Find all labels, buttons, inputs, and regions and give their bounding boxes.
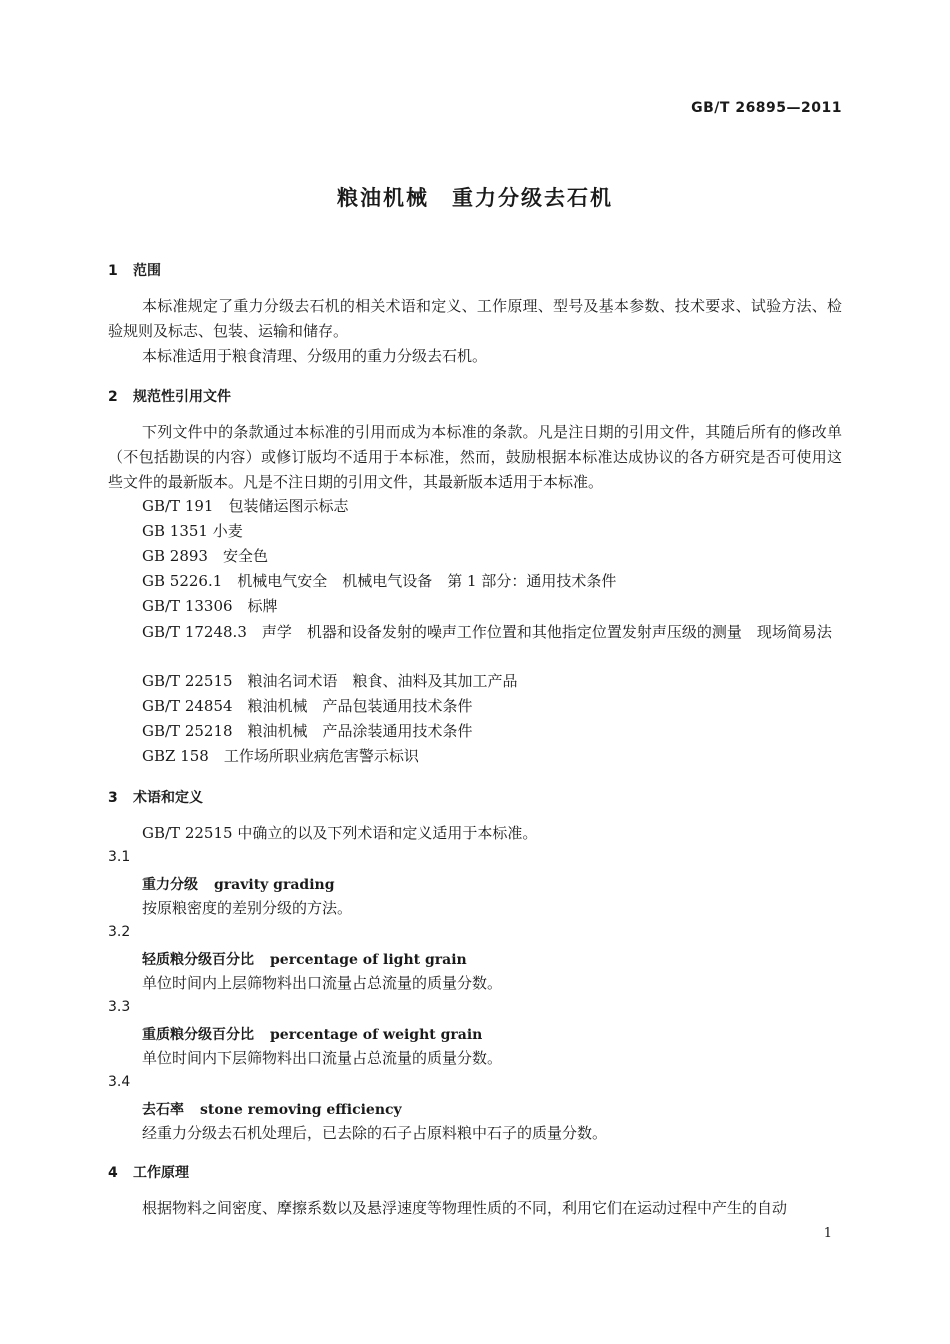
section-1-heading (108, 260, 161, 280)
term-definition: 按原粮密度的差别分级的方法。 (142, 899, 353, 917)
reference-item: GB/T 17248.3 声学 机器和设备发射的噪声工作位置和其他指定位置发射声压级的测量 现场简易法 (142, 623, 832, 641)
section-title: 术语和定义 (133, 790, 203, 806)
reference-item: GB 5226.1 机械电气安全 机械电气设备 第 1 部分：通用技术条件 (142, 572, 617, 590)
term-title-zh: 轻质粮分级百分比 (142, 952, 254, 968)
term-title-en: stone removing efficiency (200, 1102, 402, 1118)
reference-item: GB/T 191 包装储运图示标志 (142, 497, 349, 515)
section-number: 1 (108, 263, 118, 279)
section-title: 范围 (133, 263, 161, 279)
standard-code: GB/T 26895—2011 (691, 100, 842, 116)
section-1-paragraph-1: 本标准规定了重力分级去石机的相关术语和定义、工作原理、型号及基本参数、技术要求、试验方法、检验规则及标志、包装、运输和储存。 (108, 297, 842, 340)
section-3-intro: GB/T 22515 中确立的以及下列术语和定义适用于本标准。 (142, 824, 538, 842)
document-title: 粮油机械 重力分级去石机 (337, 186, 613, 210)
term-number: 3.1 (108, 849, 131, 865)
reference-item: GB 2893 安全色 (142, 547, 268, 565)
term-title-zh: 重力分级 (142, 877, 198, 893)
section-4-paragraph-1: 根据物料之间密度、摩擦系数以及悬浮速度等物理性质的不同，利用它们在运动过程中产生的自动 (142, 1199, 788, 1217)
term-title-en: percentage of light grain (270, 952, 467, 968)
section-title: 规范性引用文件 (133, 389, 231, 405)
term-title (142, 1099, 402, 1119)
term-number: 3.4 (108, 1074, 131, 1090)
reference-item: GB 1351 小麦 (142, 522, 243, 540)
term-title (142, 949, 467, 969)
term-title-en: gravity grading (214, 877, 335, 893)
section-number: 4 (108, 1165, 118, 1181)
reference-item: GB/T 24854 粮油机械 产品包装通用技术条件 (142, 697, 473, 715)
section-number: 3 (108, 790, 118, 806)
reference-item: GB/T 22515 粮油名词术语 粮食、油料及其加工产品 (142, 672, 518, 690)
reference-item: GBZ 158 工作场所职业病危害警示标识 (142, 747, 419, 765)
term-definition: 单位时间内下层筛物料出口流量占总流量的质量分数。 (142, 1049, 503, 1067)
reference-item: GB/T 25218 粮油机械 产品涂装通用技术条件 (142, 722, 473, 740)
term-definition: 单位时间内上层筛物料出口流量占总流量的质量分数。 (142, 974, 503, 992)
section-title: 工作原理 (133, 1165, 189, 1181)
section-2-intro: 下列文件中的条款通过本标准的引用而成为本标准的条款。凡是注日期的引用文件，其随后所有的修改单（不包括勘误的内容）或修订版均不适用于本标准，然而，鼓励根据本标准达成协议的各方研究是否可使用这些文件的最新版本。凡是不注日期的引用文件，其最新版本适用于本标准。 (108, 423, 842, 491)
section-3-heading (108, 787, 203, 807)
term-title (142, 1024, 482, 1044)
section-2-heading (108, 386, 231, 406)
term-title (142, 874, 334, 894)
term-number: 3.3 (108, 999, 131, 1015)
term-number: 3.2 (108, 924, 131, 940)
section-number: 2 (108, 389, 118, 405)
section-4-heading (108, 1162, 189, 1182)
term-title-zh: 去石率 (142, 1102, 184, 1118)
term-title-en: percentage of weight grain (270, 1027, 483, 1043)
term-title-zh: 重质粮分级百分比 (142, 1027, 254, 1043)
term-definition: 经重力分级去石机处理后，已去除的石子占原料粮中石子的质量分数。 (142, 1124, 608, 1142)
page-number: 1 (823, 1226, 832, 1241)
reference-item: GB/T 13306 标牌 (142, 597, 278, 615)
section-1-paragraph-2: 本标准适用于粮食清理、分级用的重力分级去石机。 (142, 347, 488, 365)
